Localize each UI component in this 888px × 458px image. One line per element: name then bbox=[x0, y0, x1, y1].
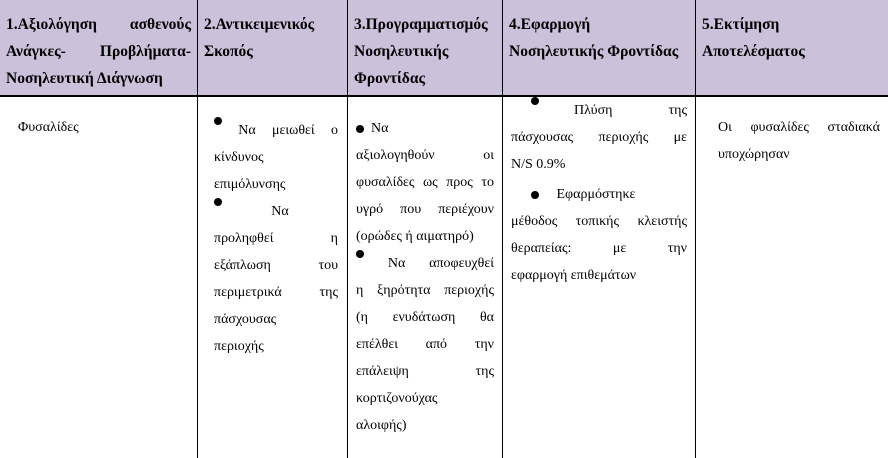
implementation-item-2: Εφαρμόστηκε μέθοδος τοπικής κλειστής θεραπείας: με την εφαρμογή επιθεμάτων bbox=[511, 187, 687, 283]
header-assessment-line-2: Ανάγκες- Προβλήματα- bbox=[6, 43, 191, 60]
table-header-row bbox=[0, 0, 888, 97]
header-planning-line-2: Νοσηλευτικής bbox=[354, 43, 449, 60]
header-assessment bbox=[0, 0, 198, 97]
header-evaluation-line-1: 5.Εκτίμηση bbox=[702, 16, 780, 33]
bullet-icon bbox=[214, 117, 222, 125]
header-evaluation-line-2: Αποτελέσματος bbox=[702, 43, 805, 60]
header-objective-line-2: Σκοπός bbox=[204, 43, 253, 60]
header-evaluation bbox=[696, 0, 888, 97]
header-assessment-line-1: 1.Αξιολόγηση ασθενούς bbox=[6, 16, 191, 33]
table-row bbox=[0, 97, 888, 458]
evaluation-text: Οι φυσαλίδες σταδιακά υποχώρησαν bbox=[718, 120, 880, 162]
planning-item-2: Να αποφευχθεί η ξηρότητα περιοχής (η ενυδάτωση θα επέλθει από την επάλειψη της κορτιζονούχας αλοιφής) bbox=[356, 250, 494, 439]
bullet-icon bbox=[531, 97, 539, 105]
objective-item-2: Να προληφθεί η εξάπλωση του περιμετρικά της πάσχουσας περιοχής bbox=[214, 198, 338, 360]
header-implementation-line-1: 4.Εφαρμογή bbox=[509, 16, 591, 33]
bullet-icon bbox=[356, 250, 364, 258]
header-objective-line-1: 2.Αντικειμενικός bbox=[204, 16, 315, 33]
planning-item-1: Να αξιολογηθούν οι φυσαλίδες ως προς το υγρό που περιέχουν (ορώδες ή αιματηρό) bbox=[356, 121, 494, 244]
header-implementation bbox=[503, 0, 696, 97]
cell-evaluation bbox=[696, 97, 888, 458]
header-planning-line-3: Φροντίδας bbox=[354, 70, 426, 87]
assessment-text: Φυσαλίδες bbox=[18, 120, 79, 135]
header-objective bbox=[198, 0, 348, 97]
cell-implementation bbox=[503, 97, 696, 458]
cell-objectives bbox=[198, 97, 348, 458]
bullet-icon bbox=[214, 198, 222, 206]
implementation-item-1: Πλύση της πάσχουσας περιοχής με N/S 0.9% bbox=[511, 97, 687, 178]
cell-planning bbox=[348, 97, 503, 458]
cell-assessment bbox=[0, 97, 198, 458]
header-assessment-line-3: Νοσηλευτική Διάγνωση bbox=[6, 70, 163, 87]
header-planning bbox=[348, 0, 503, 97]
objective-item-1: Να μειωθεί ο κίνδυνος επιμόλυνσης bbox=[214, 117, 338, 198]
bullet-icon bbox=[356, 125, 364, 133]
header-implementation-line-2: Νοσηλευτικής Φροντίδας bbox=[509, 43, 679, 60]
bullet-icon bbox=[531, 191, 539, 199]
header-planning-line-1: 3.Προγραμματισμός bbox=[354, 16, 488, 33]
